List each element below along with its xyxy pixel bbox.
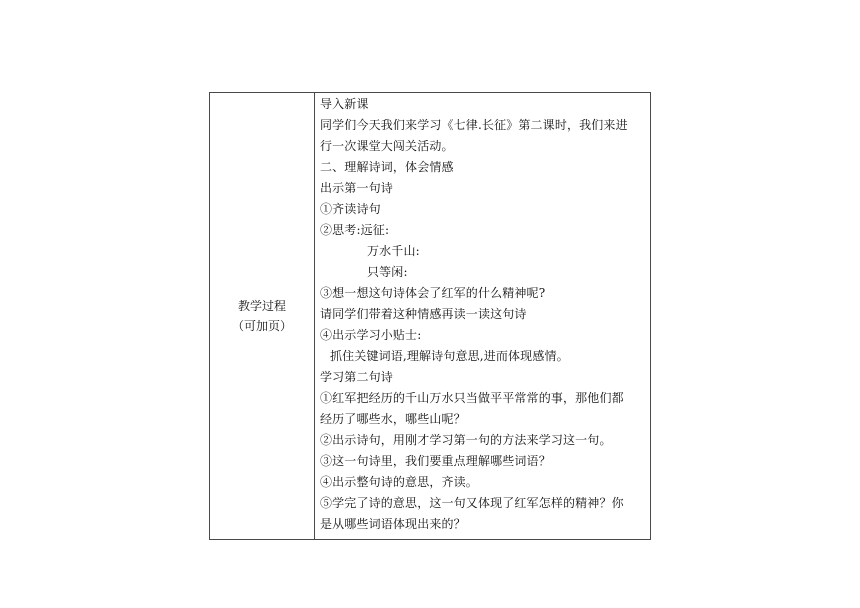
section-label-cell: [210, 93, 315, 539]
content-line: ③这一句诗里，我们要重点理解哪些词语？: [320, 454, 551, 468]
lesson-plan-table: [209, 92, 651, 540]
content-line: ④出示整句诗的意思，齐读。: [320, 475, 478, 489]
content-line: 行一次课堂大闯关活动。: [320, 139, 454, 153]
content-line: 出示第一句诗: [320, 181, 393, 195]
content-line: 导入新课: [320, 97, 369, 111]
content-line: ①齐读诗句: [320, 202, 381, 216]
content-line: 请同学们带着这种情感再读一读这句诗: [320, 307, 527, 321]
content-line: 同学们今天我们来学习《七律.长征》第二课时，我们来进: [320, 118, 628, 132]
section-subtitle: （可加页）: [231, 319, 292, 333]
content-line: 二、理解诗词，体会情感: [320, 160, 454, 174]
section-title: 教学过程: [237, 299, 286, 313]
content-line: 经历了哪些水，哪些山呢？: [320, 412, 466, 426]
content-line: ④出示学习小贴士:: [320, 328, 422, 342]
content-line: ⑤学完了诗的意思，这一句又体现了红军怎样的精神？你: [320, 496, 624, 510]
content-line: ③想一想这句诗体会了红军的什么精神呢?: [320, 286, 546, 300]
content-line: ①红军把经历的千山万水只当做平平常常的事，那他们都: [320, 391, 624, 405]
content-line: 是从哪些词语体现出来的？: [320, 517, 466, 531]
content-line: 万水千山:: [367, 244, 420, 258]
content-line: ②出示诗句，用刚才学习第一句的方法来学习这一句。: [320, 433, 612, 447]
content-line: 抓住关键词语,理解诗句意思,进而体现感情。: [330, 349, 569, 363]
content-line: 学习第二句诗: [320, 370, 393, 384]
content-line: ②思考:远征:: [320, 223, 390, 237]
content-line: 只等闲:: [367, 265, 408, 279]
lesson-content-cell: [315, 93, 650, 539]
